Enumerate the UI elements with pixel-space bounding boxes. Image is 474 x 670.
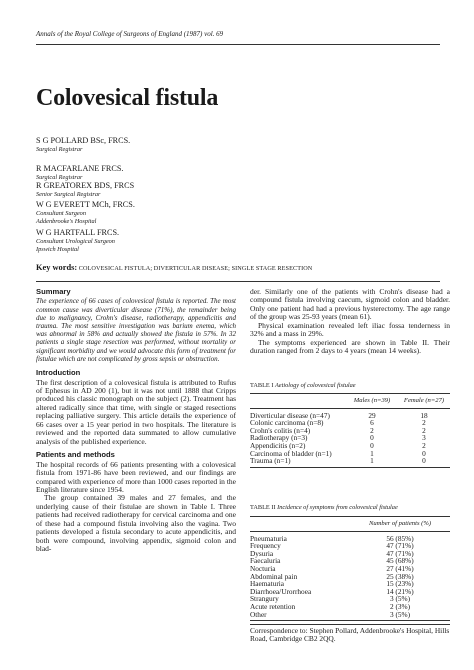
table-row [250,550,450,558]
keywords-label: Key words: [36,263,78,272]
table-row [250,457,450,465]
table1-males: 1 [370,448,374,458]
summary-heading: Summary [36,287,71,296]
table2-value: 47 (71%) [386,541,414,551]
author-role: Senior Surgical Registrar [36,190,101,198]
author-name: R MACFARLANE FRCS. [36,164,124,173]
table2-symptom: Diarrhoea/Urorrhoea [250,586,312,596]
header-rule [36,44,440,45]
table1-males: 29 [368,410,376,420]
table2-value: 27 (41%) [386,563,414,573]
summary-text: The experience of 66 cases of colovesical fistula is reported. The most common cause was diverticular disease (71%), the remainder being due to malignancy, Crohn's disease, radiotherapy, appendicitis and trauma. The most sensitive investigation was barium enema, which was abnormal in 58% and actually showed the fistula in 57%. In 32 patients a single stage resection was performed, without mortality or significant morbidity and we would advocate this form of treatment for fistulae which are not complicated by gross sepsis or obstruction. [36,297,236,363]
table2-symptom: Nocturia [250,563,276,573]
table2-value: 3 (5%) [389,609,411,619]
keywords-value: COLOVESICAL FISTULA; DIVERTICULAR DISEASE; SINGLE STAGE RESECTION [78,265,313,272]
table2-value: 3 (5%) [389,594,411,604]
author-name: W G HARTFALL FRCS. [36,228,120,237]
table1-males: 0 [370,440,374,450]
table2-symptom: Strangury [250,594,279,604]
table2-symptom: Other [250,609,267,619]
section-rule [36,281,440,282]
author-role: Consultant Surgeon [36,209,86,217]
table2-title: Incidence of symptoms from colovesical fistulae [277,504,398,511]
author-role: Surgical Registrar [36,173,83,181]
article-title: Colovesical fistula [36,85,219,111]
author-affiliation: Addenbrooke's Hospital [36,218,97,225]
correspondence-note: Correspondence to: Stephen Pollard, Addenbrooke's Hospital, Hills Road, Cambridge CB2 2QQ. [250,626,450,644]
table1-col-header: Males (n=39) [353,397,391,404]
table1-females: 0 [422,456,426,466]
journal-citation: Annals of the Royal College of Surgeons of England (1987) vol. 69 [36,30,224,38]
right-column [250,288,450,356]
methods-paragraph: The hospital records of 66 patients presenting with a colovesical fistula from 1971-86 have been reviewed, and our findings are compared with experience of more than 1000 cases reported in the English literature since 1954. [36,459,236,494]
keywords [36,263,456,272]
author-role: Surgical Registrar [36,145,83,153]
author-block [36,182,296,199]
table2-value: 25 (38%) [386,571,414,581]
table2-symptom: Dysuria [250,548,274,558]
table1-cause: Colonic carcinoma (n=8) [250,418,324,428]
table1-col-header: Female (n=27) [403,397,445,404]
table1-cause: Trauma (n=1) [250,456,291,466]
author-name: S G POLLARD BSc, FRCS. [36,136,131,145]
table2-number: TABLE II [250,504,276,511]
table1-header-row [250,394,450,408]
table1-number: TABLE I [250,382,274,389]
introduction-heading: Introduction [36,368,81,378]
table2-symptom: Haematuria [250,579,285,589]
table1-cause: Appendicitis (n=2) [250,440,306,450]
table1-cause: Carcinoma of bladder (n=1) [250,448,332,458]
table1-females: 2 [422,440,426,450]
left-column [36,288,236,554]
table1-males: 6 [370,418,374,428]
table2-value: 45 (68%) [386,556,414,566]
table2-symptom: Faecaluria [250,556,281,566]
author-block [36,137,296,154]
table2-header-row [250,517,450,531]
table1-males: 0 [370,433,374,443]
table2-value: 56 (85%) [386,533,414,543]
introduction-text: The first description of a colovesical fistula is attributed to Rufus of Ephesus in AD 200 (1), but it was not until 1888 that Cripps produced his classic monograph on the subject (2). Treatment has altered radically since that time, with single or staged resections replacing palliative surgery. This article details the experience of 66 cases over a 15 year period in two hospitals. The literature is reviewed and the reported data summated to allow cumulative analysis of the published experience. [36,377,236,446]
methods-heading: Patients and methods [36,450,115,460]
table2-value: 15 (23%) [386,579,414,589]
table2-symptom: Pneumaturia [250,533,287,543]
table2-value: 47 (71%) [386,548,414,558]
table2-symptom: Acute retention [250,601,296,611]
table1-males: 2 [370,425,374,435]
author-block [36,165,296,182]
author-affiliation: Ipswich Hospital [36,246,79,253]
table1 [250,394,450,468]
table1-cause: Crohn's colitis (n=4) [250,425,311,435]
table1-females: 3 [422,433,426,443]
table1-females: 2 [422,425,426,435]
table2-value: 2 (3%) [389,601,411,611]
table-row [250,542,450,550]
table2-value: 14 (21%) [386,586,414,596]
methods-paragraph: The group contained 39 males and 27 females, and the underlying cause of their fistulae are shown in Table I. Three patients had received radiotherapy for cervical carcinoma and one of these had a compound fistula involving also the vagina. Two patients developed a fistula secondary to acute appendicitis, and both were compound, involving appendix, sigmoid colon and blad- [36,493,236,554]
table-row [250,603,450,611]
table2-symptom: Abdominal pain [250,571,298,581]
table1-caption [250,382,356,389]
table2-col-header: Number of patients (%) [368,520,432,527]
author-name: W G EVERETT MCh, FRCS. [36,200,135,209]
table-row [250,611,450,619]
table1-cause: Radiotherapy (n=3) [250,433,308,443]
author-block [36,229,296,255]
body-paragraph: The symptoms experienced are shown in Table II. Their duration ranged from 2 days to 4 years (mean 14 weeks). [250,337,450,356]
table1-males: 1 [370,456,374,466]
table1-title: Aetiology of colovesical fistulae [274,382,356,389]
table1-females: 0 [422,448,426,458]
table1-cause: Diverticular disease (n=47) [250,410,330,420]
footnote-rule [250,624,450,625]
table2-caption [250,504,398,511]
table1-females: 18 [420,410,428,420]
table1-females: 2 [422,418,426,428]
author-block [36,201,296,227]
body-paragraph: der. Similarly one of the patients with Crohn's disease had a compound fistula involving caecum, sigmoid colon and bladder. Only one patient had had a previous hysterectomy. The age range of the group was 25-93 years (mean 61). [250,287,450,322]
body-paragraph: Physical examination revealed left iliac fossa tenderness in 32% and a mass in 29%. [250,320,450,339]
table-row [250,588,450,596]
table2-symptom: Frequency [250,541,281,551]
table2 [250,517,450,621]
author-role: Consultant Urological Surgeon [36,237,115,245]
table-row [250,557,450,565]
author-name: R GREATOREX BDS, FRCS [36,181,135,190]
